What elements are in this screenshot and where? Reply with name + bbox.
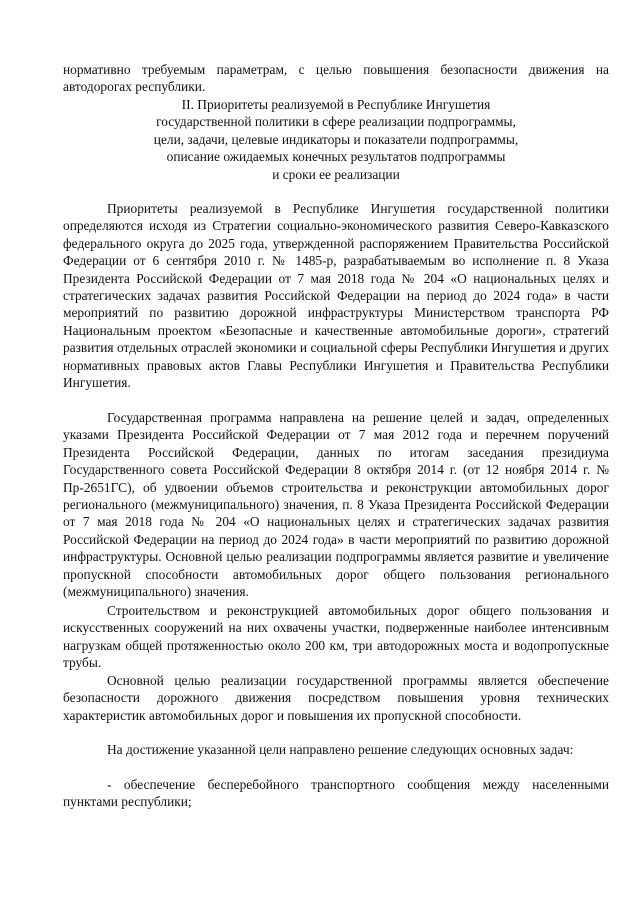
task-list-item: - обеспечение бесперебойного транспортного сообщения между населенными пунктами республики;	[63, 777, 609, 810]
body-paragraph: Приоритеты реализуемой в Республике Ингушетия государственной политики определяются исходя из Стратегии социально-экономического развития Северо-Кавказского федерального округа до 2025 года, утвержденной распоряжением Правительства Российской Федерации от 6 сентября 2010 г. № 1485-р, разрабатываемым во исполнение п. 8 Указа Президента Российской Федерации от 7 мая 2018 года № 204 «О национальных целях и стратегических задачах развития Российской Федерации на период до 2024 года» в части мероприятий по развитию дорожной инфраструктуры Министерством транспорта РФ Национальным проектом «Безопасные и качественные автомобильные дороги», стратегий развития отдельных отраслей экономики и социальной сферы Республики Ингушетия и других нормативных правовых актов Главы Республики Ингушетия и Правительства Республики Ингушетия.	[63, 201, 609, 391]
body-paragraph: Строительством и реконструкцией автомобильных дорог общего пользования и искусственных сооружений на них охвачены участки, подверженные наиболее интенсивным нагрузкам общей протяженностью около 200 км, три автодорожных моста и водопропускные трубы.	[63, 603, 609, 671]
section-heading-line: II. Приоритеты реализуемой в Республике Ингушетия	[181, 97, 491, 112]
section-heading-line: цели, задачи, целевые индикаторы и показатели подпрограммы,	[153, 131, 519, 147]
body-paragraph: Государственная программа направлена на решение целей и задач, определенных указами Президента Российской Федерации от 7 мая 2012 года и перечнем поручений Президента Российской Федерации, данных по итогам заседания президиума Государственного совета Российской Федерации 8 октября 2014 г. (от 12 ноября 2014 г. № Пр-2651ГС), об удвоении объемов строительства и реконструкции автомобильных дорог регионального (межмуниципального) значения, п. 8 Указа Президента Российской Федерации от 7 мая 2018 года № 204 «О национальных целях и стратегических задачах развития Российской Федерации на период до 2024 года» в части мероприятий по развитию дорожной инфраструктуры. Основной целью реализации подпрограммы является развитие и увеличение пропускной способности автомобильных дорог общего пользования регионального (межмуниципального) значения.	[63, 410, 609, 600]
body-paragraph: Основной целью реализации государственной программы является обеспечение безопасности дорожного движения посредством повышения уровня технических характеристик автомобильных дорог и повышения их пропускной способности.	[63, 673, 609, 723]
intro-tail-paragraph: нормативно требуемым параметрам, с целью повышения безопасности движения на автодорогах республики.	[63, 62, 609, 95]
section-heading-line: описание ожидаемых конечных результатов подпрограммы	[166, 149, 506, 165]
section-heading	[63, 96, 609, 183]
section-heading-line: и сроки ее реализации	[272, 166, 400, 182]
section-heading-line: государственной политики в сфере реализации подпрограммы,	[156, 114, 516, 130]
body-paragraph: На достижение указанной цели направлено решение следующих основных задач:	[107, 742, 574, 757]
